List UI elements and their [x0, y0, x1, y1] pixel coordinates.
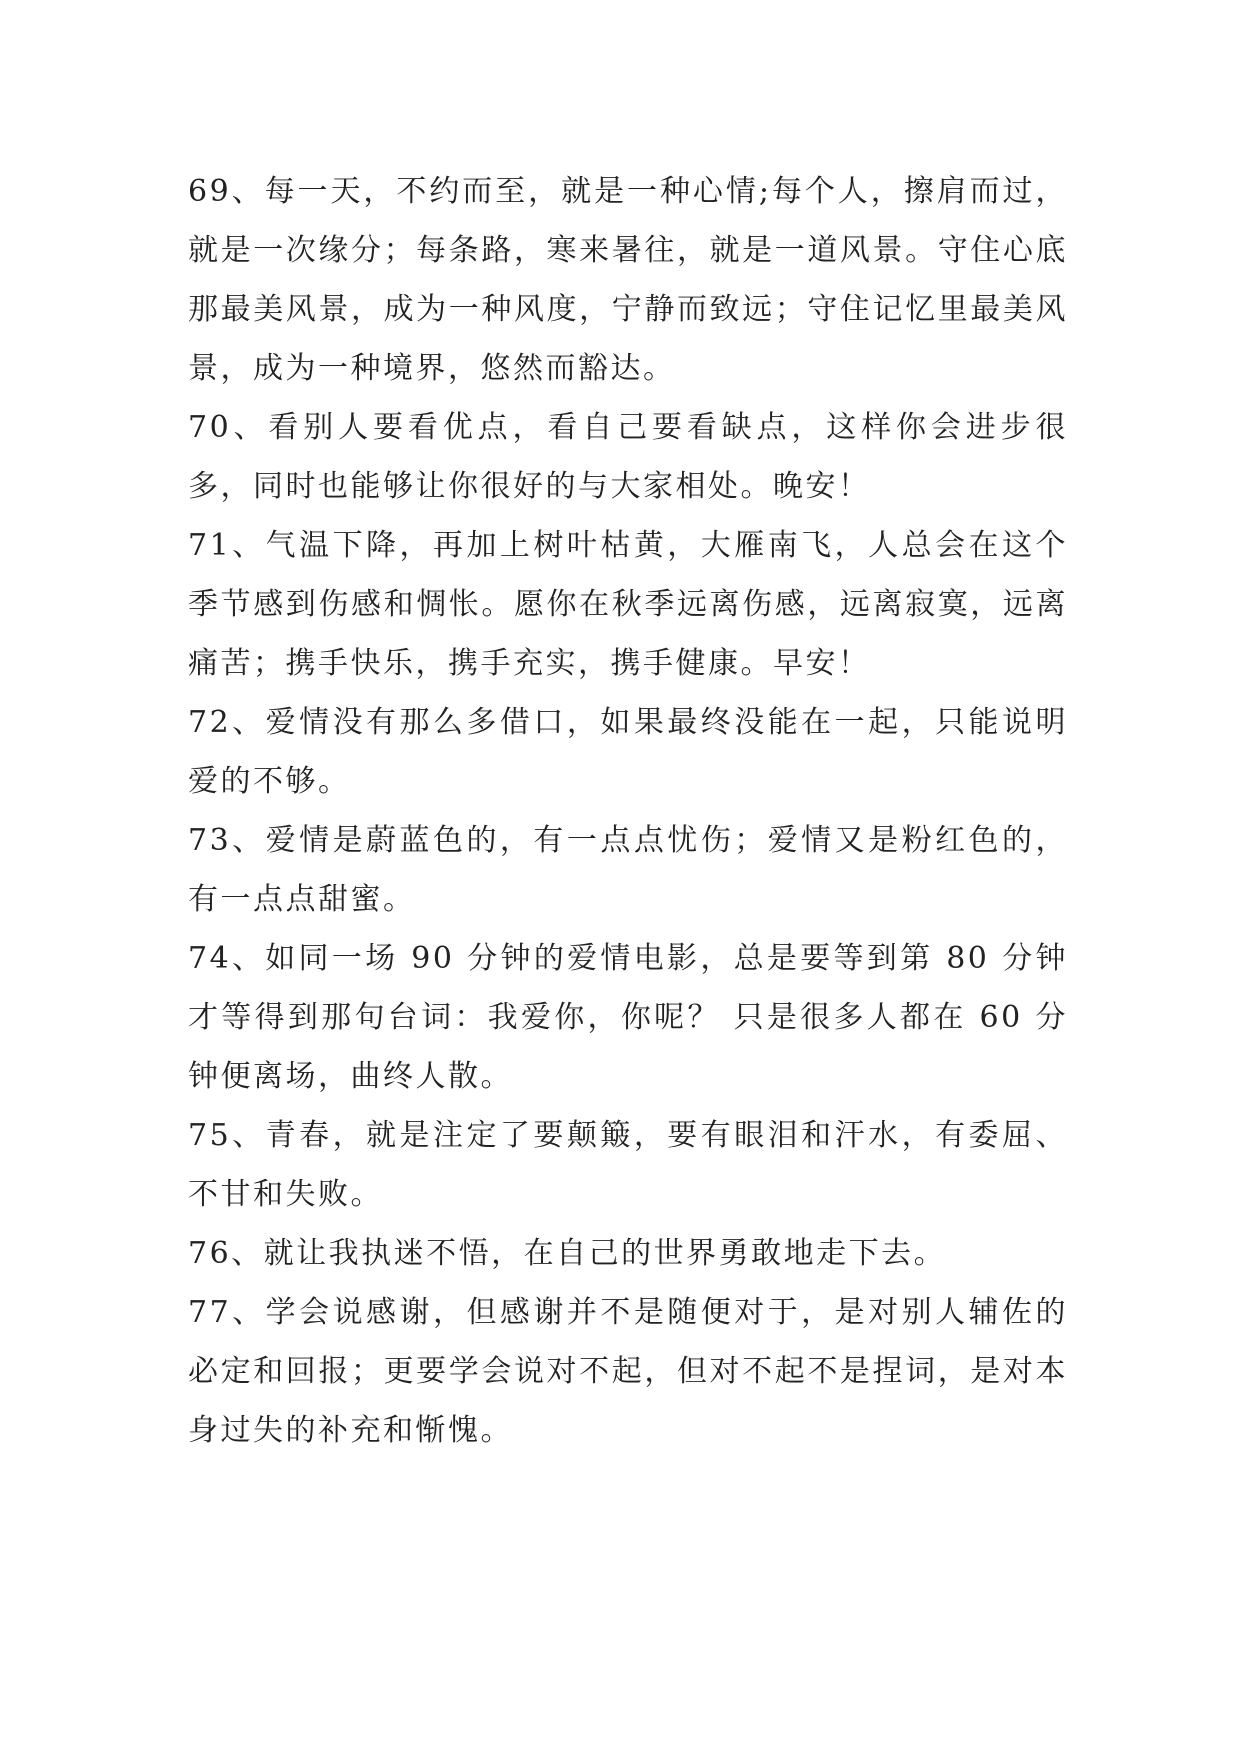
- paragraph-73: 73、爱情是蔚蓝色的，有一点点忧伤；爱情又是粉红色的，有一点点甜蜜。: [188, 823, 1068, 917]
- document-body: [188, 162, 1068, 1460]
- paragraph-71: 71、气温下降，再加上树叶枯黄，大雁南飞，人总会在这个季节感到伤感和惆怅。愿你在秋季远离伤感，远离寂寞，远离痛苦；携手快乐，携手充实，携手健康。早安！: [188, 528, 1068, 681]
- paragraph-77: 77、学会说感谢，但感谢并不是随便对于，是对别人辅佐的必定和回报；更要学会说对不起，但对不起不是捏词，是对本身过失的补充和惭愧。: [188, 1295, 1068, 1448]
- paragraph-69: 69、每一天，不约而至，就是一种心情;每个人，擦肩而过，就是一次缘分；每条路，寒来暑往，就是一道风景。守住心底那最美风景，成为一种风度，宁静而致远；守住记忆里最美风景，成为一种境界，悠然而豁达。: [188, 174, 1068, 386]
- paragraph-74: 74、如同一场 90 分钟的爱情电影，总是要等到第 80 分钟才等得到那句台词：我爱你，你呢？ 只是很多人都在 60 分钟便离场，曲终人散。: [188, 941, 1068, 1094]
- paragraph-75: 75、青春，就是注定了要颠簸，要有眼泪和汗水，有委屈、不甘和失败。: [188, 1118, 1068, 1212]
- paragraph-70: 70、看别人要看优点，看自己要看缺点，这样你会进步很多，同时也能够让你很好的与大家相处。晚安！: [188, 410, 1068, 504]
- paragraph-76: 76、就让我执迷不悟，在自己的世界勇敢地走下去。: [188, 1236, 947, 1271]
- paragraph-72: 72、爱情没有那么多借口，如果最终没能在一起，只能说明爱的不够。: [188, 705, 1068, 799]
